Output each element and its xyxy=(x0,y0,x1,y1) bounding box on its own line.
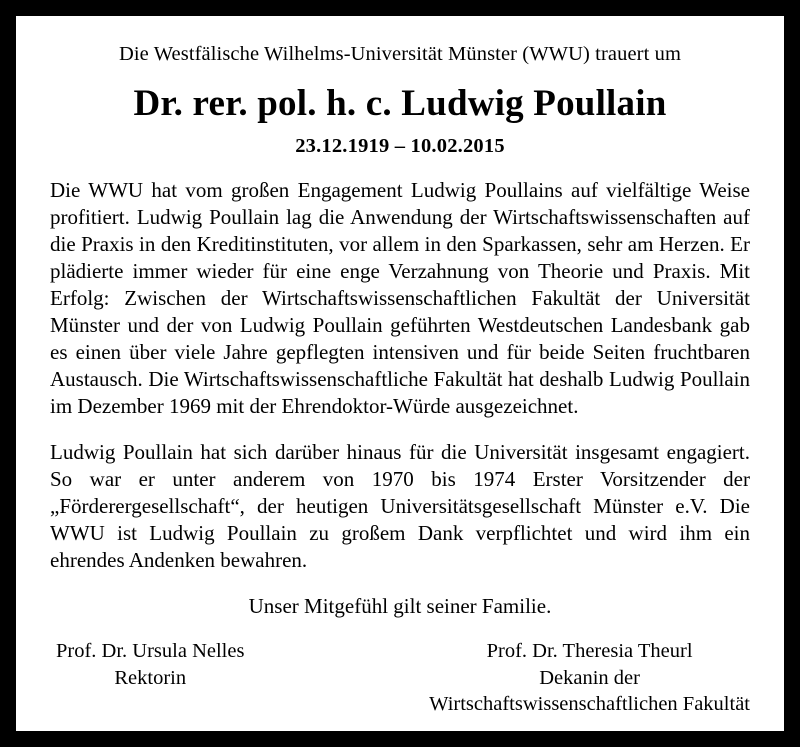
body-paragraph-2: Ludwig Poullain hat sich darüber hinaus für die Universität insgesamt engagiert. So war er unter anderem von 1970 bis 1974 Erster Vorsitzender der „Förderergesellschaft“, der heutigen Universitätsgesellschaft Münster e.V. Die WWU ist Ludwig Poullain zu großem Dank verpflichtet und wird ihm ein ehrendes Andenken bewahren. xyxy=(50,440,750,572)
signature-name-left: Prof. Dr. Ursula Nelles xyxy=(56,639,245,662)
deceased-name: Dr. rer. pol. h. c. Ludwig Poullain xyxy=(133,82,667,124)
obituary-body xyxy=(50,177,750,574)
condolence-line: Unser Mitgefühl gilt seiner Familie. xyxy=(248,593,552,618)
signature-role-left: Rektorin xyxy=(114,666,187,689)
signature-rektorin xyxy=(56,638,244,718)
mourning-preamble: Die Westfälische Wilhelms-Universität Münster (WWU) trauert um xyxy=(118,43,681,65)
signature-role-right-line-2: Wirtschaftswissenschaftlichen Fakultät xyxy=(429,693,750,716)
signature-name-right: Prof. Dr. Theresia Theurl xyxy=(486,639,693,662)
signature-role-right-line-1: Dekanin der xyxy=(539,666,640,689)
signature-dekanin xyxy=(429,638,750,718)
obituary-card xyxy=(14,14,786,733)
life-dates: 23.12.1919 – 10.02.2015 xyxy=(295,135,505,158)
body-paragraph-1: Die WWU hat vom großen Engagement Ludwig Poullains auf vielfältige Weise profitiert. Ludwig Poullain lag die Anwendung der Wirtschaftswissenschaften auf die Praxis in den Kreditinstituten, vor allem in den Sparkassen, sehr am Herzen. Er plädierte immer wieder für eine enge Verzahnung von Theorie und Praxis. Mit Erfolg: Zwischen der Wirtschaftswissenschaftlichen Fakultät der Universität Münster und der von Ludwig Poullain geführten Westdeutschen Landesbank gab es einen über viele Jahre gepflegten intensiven und für beide Seiten fruchtbaren Austausch. Die Wirtschaftswissenschaftliche Fakultät hat deshalb Ludwig Poullain im Dezember 1969 mit der Ehrendoktor-Würde ausgezeichnet. xyxy=(50,178,750,419)
signature-area xyxy=(50,638,750,718)
